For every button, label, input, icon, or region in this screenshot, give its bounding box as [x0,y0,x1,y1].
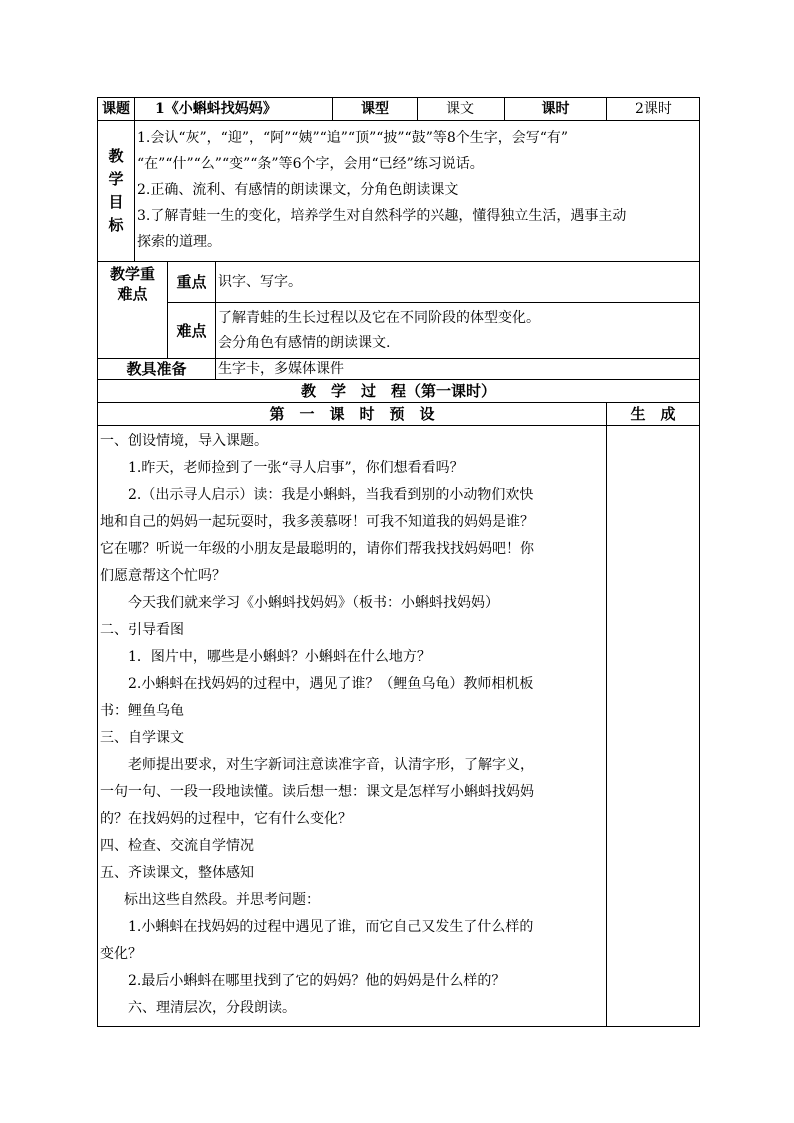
lesson-plan-grid [97,97,699,1016]
process-content [98,426,607,1027]
process-line: 老师提出要求，对生字新词注意读准字音，认清字形，了解字义， [128,757,534,773]
process-title-row [98,380,700,403]
hours-value: 2课时 [607,98,700,121]
focus-value: 识字、写字。 [216,262,700,303]
goal-line: “在”“什”“么”“变”“条”等6个字，会用“已经”练习说话。 [137,156,484,172]
process-header-row [98,403,700,426]
process-line: 2.最后小蝌蚪在哪里找到了它的妈妈？他的妈妈是什么样的？ [128,973,506,989]
process-line: 一句一句、一段一段地读懂。读后想一想：课文是怎样写小蝌蚪找妈妈 [100,784,534,800]
process-line: 2.（出示寻人启示）读：我是小蝌蚪，当我看到别的小动物们欢快 [128,487,534,503]
header-row [98,98,700,121]
difficulty-row [98,303,700,359]
focus-label: 重点 [168,262,216,303]
lesson-title: 1《小蝌蚪找妈妈》 [135,98,333,121]
hours-label: 课时 [505,98,607,121]
goals-content [135,121,700,262]
process-line: 二、引导看图 [100,622,184,638]
goals-label-text: 教学目标 [108,147,124,234]
process-line: 的？在找妈妈的过程中，它有什么变化？ [100,811,352,827]
difficulty-line: 了解青蛙的生长过程以及它在不同阶段的体型变化。 [218,309,540,326]
goals-label [98,121,135,262]
process-line: 一、创设情境，导入课题。 [100,433,268,449]
type-value: 课文 [418,98,505,121]
process-line: 们愿意帮这个忙吗？ [100,568,226,584]
process-line: 四、检查、交流自学情况 [100,838,254,854]
process-line: 三、自学课文 [100,730,184,746]
process-line: 变化？ [100,946,142,962]
process-line: 地和自己的妈妈一起玩耍时，我多羡慕呀！可我不知道我的妈妈是谁？ [100,514,534,530]
preset-label: 第 一 课 时 预 设 [98,403,607,426]
process-line: 它在哪？听说一年级的小朋友是最聪明的，请你们帮我找找妈妈吧！你 [100,541,534,557]
process-line: 1.昨天，老师捡到了一张“寻人启事”，你们想看看吗？ [128,460,464,476]
process-line: 1．图片中，哪些是小蝌蚪？小蝌蚪在什么地方？ [128,649,431,665]
process-line: 标出这些自然段。并思考问题： [124,892,320,908]
difficulty-value [216,303,700,359]
generate-content [607,426,700,1027]
key-points-label-text: 教学重难点 [109,265,155,303]
process-body-row [98,426,700,1027]
goal-line: 探索的道理。 [137,234,221,250]
process-line: 今天我们就来学习《小蝌蚪找妈妈》（板书：小蝌蚪找妈妈） [128,595,499,611]
lesson-label: 课题 [98,98,135,121]
process-line: 五、齐读课文，整体感知 [100,865,254,881]
tools-value: 生字卡，多媒体课件 [216,359,700,380]
process-line: 1.小蝌蚪在找妈妈的过程中遇见了谁，而它自己又发生了什么样的 [128,919,534,935]
process-line: 书：鲤鱼乌龟 [100,703,184,719]
goal-line: 2.正确、流利、有感情的朗读课文，分角色朗读课文 [137,182,459,198]
key-points-label [98,262,168,359]
tools-row [98,359,700,380]
tools-label: 教具准备 [98,359,216,380]
type-label: 课型 [333,98,418,121]
generate-label: 生 成 [607,403,700,426]
goals-row [98,121,700,262]
difficulty-line: 会分角色有感情的朗读课文. [218,334,391,351]
process-line: 2.小蝌蚪在找妈妈的过程中，遇见了谁？（鲤鱼乌龟）教师相机板 [128,676,534,692]
process-line: 六、理清层次，分段朗读。 [128,1000,296,1016]
goal-line: 3.了解青蛙一生的变化，培养学生对自然科学的兴趣，懂得独立生活，遇事主动 [137,208,627,224]
process-title: 教 学 过 程（第一课时） [98,380,700,403]
goal-line: 1.会认“灰”，“迎”，“阿”“姨”“追”“顶”“披”“鼓”等8个生字，会写“有” [137,130,569,146]
difficulty-label: 难点 [168,303,216,359]
focus-row [98,262,700,303]
